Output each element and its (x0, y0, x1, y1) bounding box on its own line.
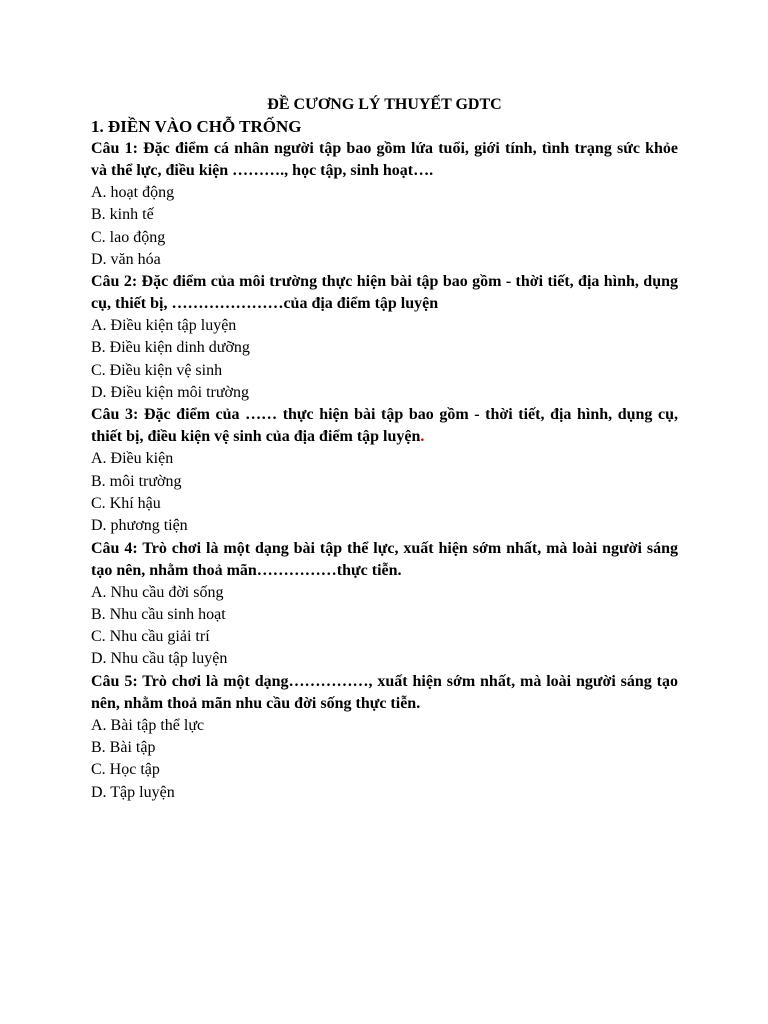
question-2-text (91, 271, 678, 315)
question-3-text (91, 404, 678, 448)
document-page (91, 94, 678, 804)
question-4-body: Câu 4: Trò chơi là một dạng bài tập thể lực, xuất hiện sớm nhất, mà loài người sáng tạo nên, nhằm thoả mãn……………thực tiễn. (91, 539, 678, 579)
question-2-option-a: A. Điều kiện tập luyện (91, 317, 237, 335)
question-5-option-b: B. Bài tập (91, 739, 156, 757)
question-4-option-d: D. Nhu cầu tập luyện (91, 650, 228, 668)
question-1-option-d: D. văn hóa (91, 250, 161, 268)
question-block-2 (91, 271, 678, 404)
question-5-text (91, 671, 678, 715)
question-5-option-d: D. Tập luyện (91, 783, 175, 801)
question-4-option-c: C. Nhu cầu giải trí (91, 628, 210, 646)
question-block-1 (91, 138, 678, 271)
question-2-body: Câu 2: Đặc điểm của môi trường thực hiện bài tập bao gồm - thời tiết, địa hình, dụng cụ, thiết bị, …………………của địa điểm tập luyện (91, 273, 678, 313)
question-5-option-a: A. Bài tập thể lực (91, 716, 205, 734)
document-title: ĐỀ CƯƠNG LÝ THUYẾT GDTC (267, 96, 502, 113)
question-3-option-a: A. Điều kiện (91, 450, 174, 468)
question-3-option-b: B. môi trường (91, 472, 182, 490)
question-1-text (91, 138, 678, 182)
question-1-option-b: B. kinh tế (91, 206, 154, 224)
question-4-option-a: A. Nhu cầu đời sống (91, 583, 224, 601)
question-3-trailing-mark: . (420, 428, 425, 446)
question-4-option-b: B. Nhu cầu sinh hoạt (91, 605, 226, 623)
question-1-option-a: A. hoạt động (91, 184, 175, 201)
question-2-option-c: C. Điều kiện vệ sinh (91, 361, 223, 379)
question-5-option-c: C. Học tập (91, 761, 160, 779)
question-block-3 (91, 404, 678, 537)
section-heading: 1. ĐIỀN VÀO CHỖ TRỐNG (91, 117, 302, 136)
question-5-body: Câu 5: Trò chơi là một dạng……………, xuất hiện sớm nhất, mà loài người sáng tạo nên, nhằm thoả mãn nhu cầu đời sống thực tiễn. (91, 672, 678, 712)
question-3-option-d: D. phương tiện (91, 517, 188, 535)
question-1-body: Câu 1: Đặc điểm cá nhân người tập bao gồm lứa tuổi, giới tính, tình trạng sức khỏe và thể lực, điều kiện ………., học tập, sinh hoạt…. (91, 140, 678, 179)
question-1-option-c: C. lao động (91, 228, 166, 246)
question-3-option-c: C. Khí hậu (91, 494, 161, 512)
question-2-option-d: D. Điều kiện môi trường (91, 384, 249, 402)
question-block-4 (91, 538, 678, 671)
question-block-5 (91, 671, 678, 804)
question-4-text (91, 538, 678, 582)
question-2-option-b: B. Điều kiện dinh dưỡng (91, 339, 250, 357)
question-3-body: Câu 3: Đặc điểm của …… thực hiện bài tập bao gồm - thời tiết, địa hình, dụng cụ, thiết bị, điều kiện vệ sinh của địa điểm tập luyện (91, 406, 678, 446)
